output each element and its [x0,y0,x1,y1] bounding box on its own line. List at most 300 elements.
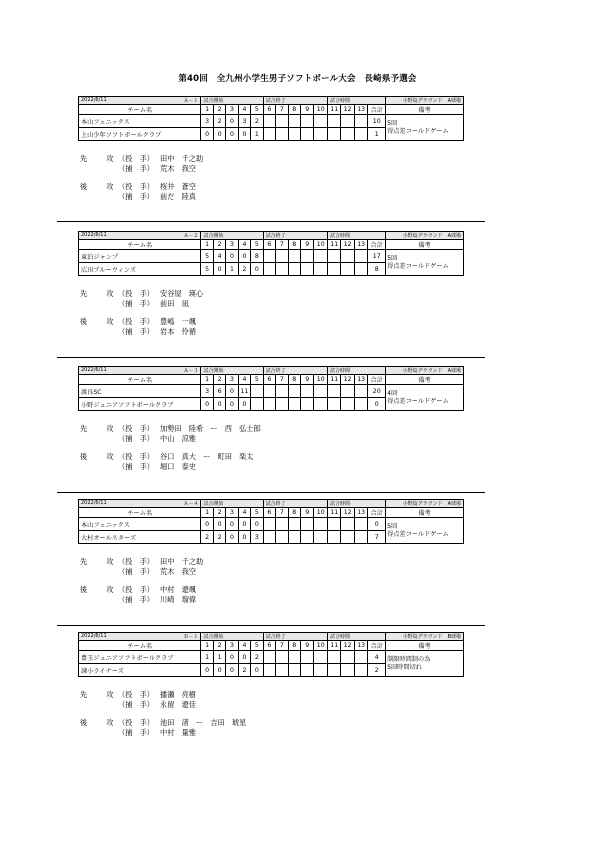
inning-header: 3 [226,641,238,651]
inning-score [354,115,367,128]
inning-score: 0 [226,664,238,677]
first-catcher: 荒木 我空 [160,163,196,173]
inning-header: 7 [276,240,288,250]
inning-score [300,398,313,411]
inning-score [300,664,313,677]
team-row [79,385,464,398]
inning-score [314,385,328,398]
inning-header: 10 [314,375,328,385]
total-header: 合計 [368,375,386,385]
inning-header: 4 [238,375,250,385]
inning-score [300,128,313,141]
notes-header: 備考 [386,641,464,651]
inning-score: 2 [213,531,225,544]
inning-header: 8 [288,240,300,250]
team-row [79,250,464,263]
inning-score [354,651,367,664]
inning-score [327,263,340,276]
inning-score [263,115,275,128]
first-pitcher: 田中 千之助 [160,557,204,566]
inning-score [276,398,288,411]
inning-score [354,263,367,276]
pitcher-label: （投 手） [118,154,154,163]
first-label: 先 攻 [80,424,120,433]
inning-header: 7 [276,375,288,385]
inning-score [263,263,275,276]
inning-header: 1 [201,105,213,115]
inning-header: 3 [226,105,238,115]
inning-score: 0 [226,518,238,531]
inning-score [263,518,275,531]
inning-score [314,664,328,677]
game-code: Ａ－１ [183,98,199,104]
team-name: 上山少年ソフトボールクラブ [79,128,201,141]
inning-score [263,250,275,263]
end-label: 試合終了 [263,367,327,375]
team-header: チーム名 [79,240,201,250]
second-label: 後 攻 [80,452,120,461]
inning-score [327,250,340,263]
notes-header: 備考 [386,508,464,518]
game-date: 2022/6/11 [81,500,107,506]
inning-score [276,651,288,664]
inning-score: 0 [213,518,225,531]
team-total: 0 [368,398,386,411]
score-table [78,499,464,544]
battery-list [80,154,203,201]
inning-score [288,263,300,276]
inning-score: 0 [213,664,225,677]
game-date: 2022/6/11 [81,633,107,639]
inning-score [327,115,340,128]
inning-score [341,128,354,141]
inning-header: 2 [213,508,225,518]
inning-header: 12 [341,641,354,651]
score-table [78,96,464,141]
inning-score [314,531,328,544]
inning-score [300,518,313,531]
inning-score [341,115,354,128]
second-label: 後 攻 [80,718,120,727]
game-code: Ｂ－１ [183,634,199,640]
notes-header: 備考 [386,105,464,115]
inning-score [327,664,340,677]
start-label: 試合開始 [201,367,263,375]
inning-score [276,115,288,128]
inning-score: 3 [201,385,213,398]
pitcher-label: （投 手） [118,317,154,326]
battery-list [80,289,203,336]
inning-header: 3 [226,375,238,385]
inning-score [300,385,313,398]
inning-score [276,263,288,276]
inning-score [300,531,313,544]
inning-score: 1 [226,263,238,276]
total-header: 合計 [368,508,386,518]
inning-score [354,385,367,398]
inning-score [251,398,263,411]
game-info-left [79,232,201,240]
inning-header: 4 [238,240,250,250]
inning-header: 10 [314,641,328,651]
inning-score: 0 [238,518,250,531]
inning-score: 2 [238,263,250,276]
inning-score [288,531,300,544]
inning-score: 2 [238,664,250,677]
inning-score [263,385,275,398]
second-catcher: 前だ 陸真 [160,191,196,201]
team-name: 本山フェニックス [79,115,201,128]
inning-score [327,385,340,398]
note-line-2: 5回時間切れ [387,663,422,671]
catcher-label: （捕 手） [118,326,154,336]
team-name: 大村オールスターズ [79,531,201,544]
note-line-1: 制限時間制の為 [387,655,431,663]
inning-score: 0 [201,398,213,411]
inning-header: 13 [354,105,367,115]
venue: 小野島グラウンド A球場 [386,367,464,375]
venue: 小野島グラウンド A球場 [386,500,464,508]
duration-label: 試合時間 [327,367,385,375]
inning-score [263,398,275,411]
second-pitcher: 池田 渚 ー 吉田 琥星 [160,718,247,727]
inning-header: 7 [276,641,288,651]
inning-header: 5 [251,641,263,651]
inning-score [354,398,367,411]
team-total: 17 [368,250,386,263]
venue: 小野島グラウンド A球場 [386,97,464,105]
inning-score: 0 [226,651,238,664]
first-pitcher: 加勢田 陸希 ー 西 弘士郎 [160,424,261,433]
second-pitcher: 中村 遼颯 [160,585,196,594]
pitcher-label: （投 手） [118,424,154,433]
inning-score [341,518,354,531]
inning-score: 0 [213,128,225,141]
total-header: 合計 [368,641,386,651]
score-table [78,366,464,411]
inning-score: 5 [201,250,213,263]
inning-score: 3 [238,115,250,128]
inning-score [354,531,367,544]
inning-score: 0 [238,531,250,544]
inning-score [251,385,263,398]
team-name: 広田ブルーウィンズ [79,263,201,276]
inning-score: 8 [251,250,263,263]
inning-header: 3 [226,240,238,250]
inning-header: 11 [327,375,340,385]
inning-score: 0 [201,518,213,531]
inning-score: 0 [238,250,250,263]
catcher-label: （捕 手） [118,461,154,471]
game-note [386,115,464,141]
inning-header: 3 [226,508,238,518]
inning-header: 6 [263,105,275,115]
pitcher-label: （投 手） [118,182,154,191]
inning-header: 2 [213,240,225,250]
inning-score: 0 [238,651,250,664]
inning-score [341,664,354,677]
inning-score [300,651,313,664]
inning-score [288,385,300,398]
second-catcher: 堀口 泰史 [160,461,196,471]
inning-score [263,128,275,141]
inning-header: 12 [341,375,354,385]
inning-header: 5 [251,508,263,518]
team-row [79,651,464,664]
pitcher-label: （投 手） [118,690,154,699]
inning-score [263,651,275,664]
team-total: 8 [368,263,386,276]
inning-score: 0 [201,128,213,141]
inning-score [314,263,328,276]
second-pitcher: 谷口 真大 ー 町田 楽太 [160,452,254,461]
inning-score [354,250,367,263]
inning-score [288,250,300,263]
inning-score [276,518,288,531]
game-info-left [79,500,201,508]
inning-score [288,128,300,141]
catcher-label: （捕 手） [118,727,154,737]
inning-header: 9 [300,641,313,651]
team-row [79,115,464,128]
inning-score [314,398,328,411]
first-label: 先 攻 [80,690,120,699]
inning-score: 3 [251,531,263,544]
team-name: 本山フェニックス [79,518,201,531]
inning-score: 3 [201,115,213,128]
inning-score: 0 [226,115,238,128]
note-line-1: 5回 [387,254,398,262]
inning-header: 12 [341,240,354,250]
inning-score: 1 [251,128,263,141]
inning-header: 4 [238,641,250,651]
venue: 小野島グラウンド B球場 [386,633,464,641]
second-label: 後 攻 [80,317,120,326]
total-header: 合計 [368,105,386,115]
second-label: 後 攻 [80,182,120,191]
inning-score [288,651,300,664]
inning-header: 4 [238,508,250,518]
venue: 小野島グラウンド A球場 [386,232,464,240]
team-name: 東泊ジャンプ [79,250,201,263]
notes-header: 備考 [386,375,464,385]
inning-score [314,651,328,664]
first-pitcher: 田中 千之助 [160,154,204,163]
inning-header: 11 [327,105,340,115]
catcher-label: （捕 手） [118,433,154,443]
start-label: 試合開始 [201,97,263,105]
game-note [386,651,464,677]
inning-header: 1 [201,508,213,518]
team-header: チーム名 [79,375,201,385]
inning-score: 0 [226,128,238,141]
inning-score [327,531,340,544]
inning-header: 13 [354,240,367,250]
inning-score: 0 [213,398,225,411]
inning-score: 2 [251,115,263,128]
battery-list [80,690,246,737]
first-pitcher: 安谷屋 瑛心 [160,289,204,298]
inning-score: 0 [226,385,238,398]
team-total: 4 [368,651,386,664]
inning-score [276,531,288,544]
game-note [386,518,464,544]
inning-score: 1 [201,651,213,664]
inning-score: 0 [201,664,213,677]
inning-header: 12 [341,105,354,115]
inning-header: 6 [263,508,275,518]
inning-score [341,250,354,263]
notes-header: 備考 [386,240,464,250]
inning-score: 0 [238,128,250,141]
inning-header: 6 [263,240,275,250]
game-code: Ａ－２ [183,233,199,239]
inning-score: 0 [226,250,238,263]
note-line-1: 5回 [387,522,398,530]
inning-header: 7 [276,508,288,518]
inning-header: 5 [251,240,263,250]
inning-score: 2 [201,531,213,544]
inning-header: 9 [300,375,313,385]
inning-score: 1 [213,651,225,664]
inning-score: 0 [226,531,238,544]
inning-score: 0 [251,263,263,276]
note-line-1: 5回 [387,119,398,127]
inning-header: 10 [314,105,328,115]
inning-header: 9 [300,105,313,115]
end-label: 試合終了 [263,500,327,508]
inning-header: 9 [300,508,313,518]
team-total: 1 [368,128,386,141]
inning-score [300,250,313,263]
inning-score [288,115,300,128]
start-label: 試合開始 [201,500,263,508]
pitcher-label: （投 手） [118,585,154,594]
inning-header: 10 [314,240,328,250]
duration-label: 試合時間 [327,633,385,641]
second-catcher: 川崎 瑠偉 [160,594,196,604]
inning-score [314,115,328,128]
catcher-label: （捕 手） [118,566,154,576]
inning-score: 2 [251,651,263,664]
catcher-label: （捕 手） [118,699,154,709]
pitcher-label: （投 手） [118,718,154,727]
inning-header: 12 [341,508,354,518]
second-label: 後 攻 [80,585,120,594]
inning-score [327,398,340,411]
game-info-left [79,633,201,641]
inning-score [354,518,367,531]
section-divider [57,357,485,358]
inning-score: 0 [251,518,263,531]
team-total: 20 [368,385,386,398]
end-label: 試合終了 [263,633,327,641]
inning-header: 13 [354,375,367,385]
first-catcher: 前田 凪 [160,298,189,308]
inning-score [288,518,300,531]
inning-header: 6 [263,375,275,385]
pitcher-label: （投 手） [118,289,154,298]
section-divider [57,625,485,626]
start-label: 試合開始 [201,633,263,641]
team-header: チーム名 [79,641,201,651]
second-catcher: 岩本 伶循 [160,326,196,336]
inning-score [341,651,354,664]
second-pitcher: 桜井 蒼空 [160,182,196,191]
inning-header: 4 [238,105,250,115]
game-info-left [79,97,201,105]
inning-score: 6 [213,385,225,398]
end-label: 試合終了 [263,97,327,105]
inning-score [276,128,288,141]
page-title: 第40回 全九州小学生男子ソフトボール大会 長崎県予選会 [178,74,417,84]
inning-header: 8 [288,105,300,115]
first-catcher: 中山 涼雅 [160,433,196,443]
second-pitcher: 豊嶋 一颯 [160,317,196,326]
inning-header: 13 [354,508,367,518]
inning-score [327,128,340,141]
inning-score [276,250,288,263]
inning-score [300,263,313,276]
second-catcher: 中村 量雅 [160,727,196,737]
start-label: 試合開始 [201,232,263,240]
game-code: Ａ－４ [183,501,199,507]
game-code: Ａ－３ [183,368,199,374]
inning-header: 2 [213,375,225,385]
inning-score: 0 [213,263,225,276]
inning-score [314,128,328,141]
note-line-2: 得点差コールドゲーム [387,262,449,270]
note-line-1: 4回 [387,389,398,397]
inning-score [300,115,313,128]
inning-header: 1 [201,641,213,651]
score-table [78,231,464,276]
note-line-2: 得点差コールドゲーム [387,127,449,135]
team-name: 渡良SC [79,385,201,398]
inning-score [263,531,275,544]
team-total: 2 [368,664,386,677]
inning-score: 0 [251,664,263,677]
team-row [79,518,464,531]
inning-header: 1 [201,375,213,385]
inning-header: 13 [354,641,367,651]
inning-header: 11 [327,240,340,250]
game-note [386,385,464,411]
team-header: チーム名 [79,508,201,518]
inning-score: 0 [226,398,238,411]
inning-header: 8 [288,508,300,518]
inning-score [327,518,340,531]
team-name: 小野ジュニアソフトボールクラブ [79,398,201,411]
inning-score [354,128,367,141]
team-total: 0 [368,518,386,531]
inning-header: 1 [201,240,213,250]
inning-header: 2 [213,105,225,115]
note-line-2: 得点差コールドゲーム [387,530,449,538]
catcher-label: （捕 手） [118,163,154,173]
inning-score: 2 [213,115,225,128]
inning-score [354,664,367,677]
team-total: 10 [368,115,386,128]
inning-score [314,518,328,531]
team-header: チーム名 [79,105,201,115]
inning-header: 11 [327,508,340,518]
section-divider [57,221,485,222]
inning-score [341,531,354,544]
inning-header: 9 [300,240,313,250]
catcher-label: （捕 手） [118,594,154,604]
catcher-label: （捕 手） [118,298,154,308]
